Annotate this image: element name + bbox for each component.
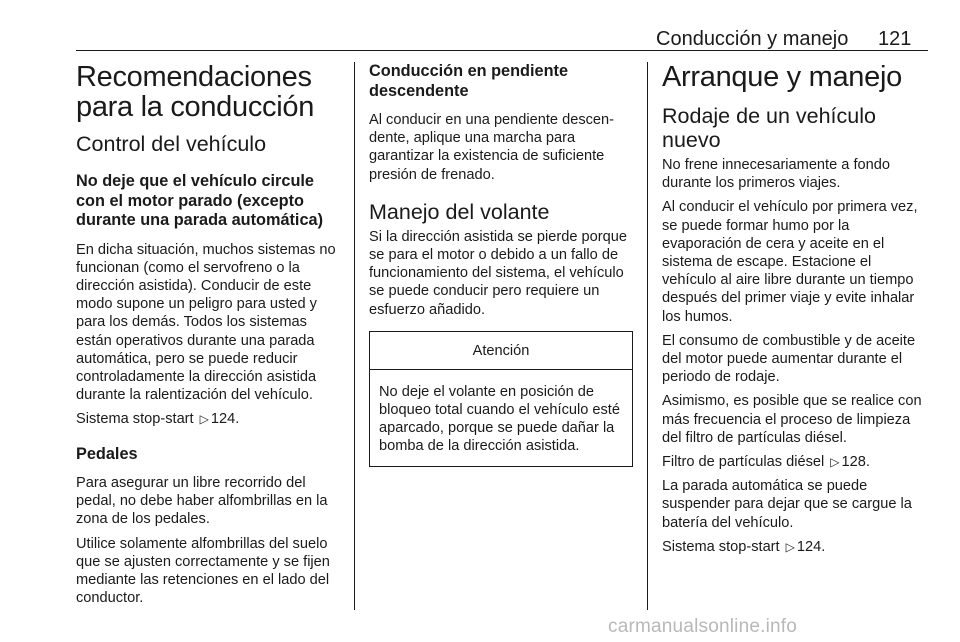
heading-start-and-operate: Arranque y manejo [662, 61, 902, 93]
reference-label: Filtro de partículas diésel [662, 454, 825, 471]
paragraph-break-in-1: No frene innecesariamente a fondo durante los primeros viajes. [662, 157, 890, 192]
column-divider-2 [647, 62, 648, 610]
column-divider-1 [354, 62, 355, 610]
column-2 [369, 62, 633, 467]
reference-page: 124. [796, 538, 826, 555]
header-divider [76, 50, 928, 51]
reference-diesel-filter[interactable] [662, 453, 928, 471]
warning-title: Atención [370, 332, 632, 370]
paragraph-break-in-5: La parada automática se puede suspender para dejar que se cargue la batería del vehículo. [662, 478, 912, 531]
paragraph-break-in-3: El consumo de combustible y de aceite del motor puede aumentar durante el periodo de rodaje. [662, 332, 916, 386]
heading-pedals: Pedales [76, 444, 138, 463]
reference-label: Sistema stop-start [76, 411, 194, 428]
paragraph-downhill: Al conducir en una pendiente descen-dente, aplique una marcha para garantizar la existencia de suficiente presión de frenado. [369, 112, 615, 183]
watermark: carmanualsonline.info [608, 616, 798, 637]
reference-stop-start-2[interactable] [662, 538, 928, 556]
reference-label: Sistema stop-start [662, 538, 780, 555]
section-title: Conducción y manejo [656, 28, 849, 50]
subheading-new-vehicle-break-in: Rodaje de un vehículo nuevo [662, 104, 876, 152]
warning-body: No deje el volante en posición de bloqueo total cuando el vehículo esté aparcado, porque se puede dañar la bomba de la dirección asistida. [379, 383, 620, 455]
heading-driving-recommendations: Recomendaciones para la conducción [76, 61, 315, 123]
paragraph-break-in-2: Al conducir el vehículo por primera vez, se puede formar humo por la evaporación de cera y aceite en el sistema de escape. Estacione el vehículo al aire libre durante un tiempo después del primer viaje y evite inhalar los humos. [662, 199, 918, 325]
warning-box [369, 331, 633, 467]
paragraph-steering: Si la dirección asistida se pierde porque se para el motor o debido a un fallo de funcionamiento del sistema, el vehículo se puede conducir pero requiere un esfuerzo añadido. [369, 228, 627, 318]
heading-steering: Manejo del volante [369, 199, 550, 224]
triangle-right-icon: ▷ [199, 412, 209, 427]
paragraph-engine-off: En dicha situación, muchos sistemas no funcionan (como el servofreno o la dirección asistida). Conducir de este modo supone un peligro para usted y para los demás. Todos los sistemas están operativos durante una parada automática, pero se puede reducir controladamente la dirección asistida durante la ralentización del vehículo. [76, 241, 336, 404]
paragraph-break-in-4: Asimismo, es posible que se realice con más frecuencia el proceso de limpieza del filtro de partículas diésel. [662, 393, 922, 446]
triangle-right-icon: ▷ [785, 539, 795, 554]
reference-stop-start[interactable] [76, 410, 344, 428]
page-number: 121 [878, 28, 912, 50]
column-1 [76, 62, 344, 613]
subheading-vehicle-control: Control del vehículo [76, 132, 267, 156]
column-3 [662, 62, 928, 562]
heading-engine-off: No deje que el vehículo circule con el motor parado (excepto durante una parada automática) [76, 172, 323, 229]
paragraph-pedals-1: Para asegurar un libre recorrido del pedal, no debe haber alfombrillas en la zona de los pedales. [76, 475, 328, 528]
paragraph-pedals-2: Utilice solamente alfombrillas del suelo que se ajusten correctamente y se fijen mediante las retenciones en el lado del conductor. [76, 535, 330, 607]
triangle-right-icon: ▷ [830, 455, 840, 470]
reference-page: 128. [841, 454, 870, 471]
reference-page: 124. [210, 411, 240, 428]
heading-downhill-driving: Conducción en pendiente descendente [369, 62, 569, 100]
